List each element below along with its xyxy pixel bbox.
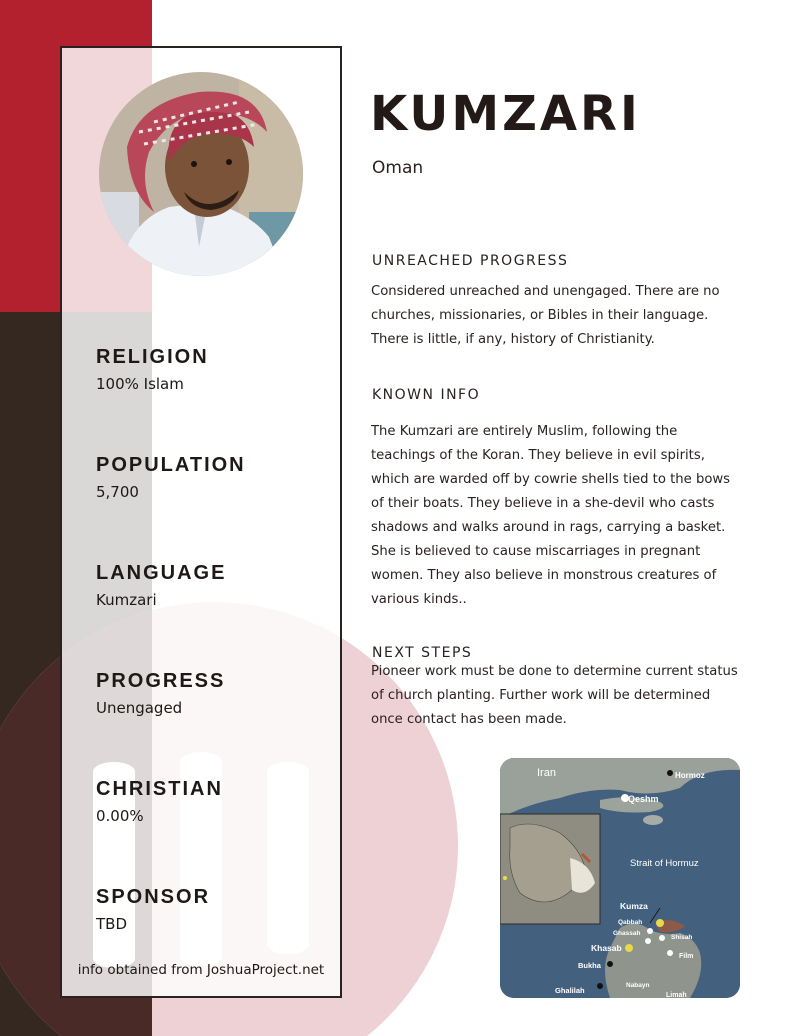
christian-label: CHRISTIAN <box>96 778 223 800</box>
religion-label: RELIGION <box>96 346 209 368</box>
map-label-limah: Limah <box>666 992 687 998</box>
map-label-shisah: Shisah <box>671 934 693 941</box>
map-label-qabbah: Qabbah <box>618 919 643 926</box>
map-label-bukha: Bukha <box>578 961 601 970</box>
page-title: KUMZARI <box>370 86 641 142</box>
map-label-hormoz: Hormoz <box>675 771 705 780</box>
map-label-kumza: Kumza <box>620 901 648 911</box>
map-label-strait: Strait of Hormuz <box>630 858 699 869</box>
next-steps-text: Pioneer work must be done to determine current status of church planting. Further work will be determined once contact has been made. <box>371 664 738 727</box>
map-label-ghassah: Ghassah <box>613 930 641 937</box>
progress-value: Unengaged <box>96 699 183 717</box>
map-label-ghalilah: Ghalilah <box>555 986 585 995</box>
map-label-nabayn: Nabayn <box>626 982 650 989</box>
known-info-text: The Kumzari are entirely Muslim, following the teachings of the Koran. They believe in evil spirits, which are warded off by cowrie shells tied to the bows of their boats. They believe in a she-devil who casts shadows and walks around in rags, carrying a basket. She is believed to cause miscarriages in pregnant women. They also believe in monstrous creatures of various kinds.. <box>371 424 731 607</box>
location-map <box>500 758 740 998</box>
next-steps-heading: NEXT STEPS <box>372 645 473 661</box>
sponsor-label: SPONSOR <box>96 886 211 908</box>
religion-value: 100% Islam <box>96 375 184 393</box>
population-value: 5,700 <box>96 483 139 501</box>
map-label-qeshm: Qeshm <box>628 794 659 804</box>
unreached-progress-heading: UNREACHED PROGRESS <box>372 253 569 269</box>
christian-value: 0.00% <box>96 807 144 825</box>
language-value: Kumzari <box>96 591 157 609</box>
map-label-khasab: Khasab <box>591 943 622 953</box>
population-label: POPULATION <box>96 454 246 476</box>
source-footer: info obtained from JoshuaProject.net <box>77 962 325 978</box>
language-label: LANGUAGE <box>96 562 227 584</box>
map-label-iran: Iran <box>537 767 556 779</box>
unreached-progress-text: Considered unreached and unengaged. There are no churches, missionaries, or Bibles in their language. There is little, if any, history of Christianity. <box>371 284 720 347</box>
progress-label: PROGRESS <box>96 670 226 692</box>
map-label-film: Film <box>679 953 694 960</box>
sponsor-value: TBD <box>96 915 128 933</box>
country-subtitle: Oman <box>372 158 424 178</box>
decorative-pillar <box>267 762 309 954</box>
profile-photo <box>99 72 303 276</box>
known-info-heading: KNOWN INFO <box>372 387 481 403</box>
